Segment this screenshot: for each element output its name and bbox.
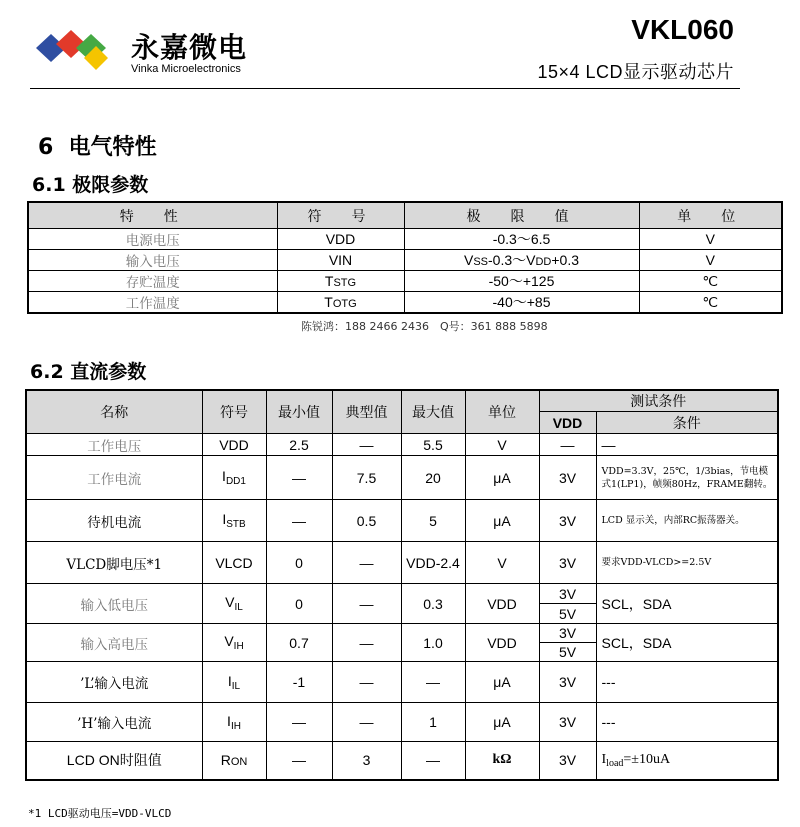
column-header-min: 最小值 — [266, 390, 332, 434]
column-header-vdd: VDD — [539, 412, 596, 434]
param-unit: V — [465, 434, 539, 456]
section-title: 6 电气特性 — [38, 135, 157, 160]
table-row — [28, 229, 782, 250]
brand-name-cn: 永嘉微电 — [131, 31, 248, 64]
param-max: 20 — [401, 456, 465, 500]
column-header-test: 测试条件 — [539, 390, 778, 412]
param-max: — — [401, 742, 465, 780]
param-symbol: $I_{DD1}$ — [202, 456, 266, 500]
param-name: 工作电压 — [26, 434, 202, 456]
column-header-cond: 条件 — [596, 412, 778, 434]
param-name: 输入低电压 — [26, 584, 202, 624]
param-symbol: RON — [202, 742, 266, 780]
param-min: 0 — [266, 584, 332, 624]
absolute-max-table — [27, 201, 783, 314]
param-unit: V — [465, 542, 539, 584]
param-vdd: — — [539, 434, 596, 456]
param-typ: 7.5 — [332, 456, 401, 500]
param-name: 工作温度 — [28, 292, 277, 314]
param-min: — — [266, 742, 332, 780]
param-symbol: $V_{IL}$ — [202, 584, 266, 624]
column-header-symbol: 符号 — [202, 390, 266, 434]
header-divider — [30, 88, 740, 89]
param-value: VSS-0.3～VDD+0.3 — [404, 250, 639, 271]
param-unit: V — [639, 229, 782, 250]
param-min: — — [266, 500, 332, 542]
param-value: -50～+125 — [404, 271, 639, 292]
param-max: 5.5 — [401, 434, 465, 456]
column-header: 符 号 — [277, 202, 404, 229]
param-symbol: TOTG — [277, 292, 404, 314]
vinka-logo-icon — [36, 24, 126, 82]
table-row — [26, 703, 778, 742]
table-header-row — [26, 390, 778, 412]
param-name: 工作电流 — [26, 456, 202, 500]
param-unit: VDD — [465, 624, 539, 662]
column-header: 特 性 — [28, 202, 277, 229]
param-typ: — — [332, 542, 401, 584]
param-condition: — — [596, 434, 778, 456]
param-name: LCD ON时阻值 — [26, 742, 202, 780]
param-symbol: VDD — [202, 434, 266, 456]
param-max: 1 — [401, 703, 465, 742]
param-max: VDD-2.4 — [401, 542, 465, 584]
table-row — [26, 434, 778, 456]
param-min: 0.7 — [266, 624, 332, 662]
column-header-typ: 典型值 — [332, 390, 401, 434]
param-typ: 0.5 — [332, 500, 401, 542]
param-symbol: VIN — [277, 250, 404, 271]
model-number: VKL060 — [631, 14, 734, 45]
param-min: — — [266, 456, 332, 500]
param-unit: kΩ — [465, 742, 539, 780]
param-symbol: $I_{IH}$ — [202, 703, 266, 742]
param-unit: VDD — [465, 584, 539, 624]
param-vdd: 3V — [539, 624, 596, 643]
contact-info: 陈锐鸿：188 2466 2436 Q号：361 888 5898 — [301, 320, 548, 333]
param-name: 待机电流 — [26, 500, 202, 542]
param-vdd: 3V — [539, 542, 596, 584]
table-row — [26, 500, 778, 542]
table-header-row — [28, 202, 782, 229]
param-min: -1 — [266, 662, 332, 703]
param-vdd: 3V — [539, 456, 596, 500]
param-typ: — — [332, 434, 401, 456]
param-condition: VDD=3.3V，25℃，1/3bias，节电模式1(LP1)，帧频80Hz，FRAME翻转。 — [596, 456, 778, 500]
table-row — [26, 542, 778, 584]
column-header-max: 最大值 — [401, 390, 465, 434]
param-vdd: 3V — [539, 703, 596, 742]
param-typ: — — [332, 584, 401, 624]
param-condition: --- — [596, 703, 778, 742]
param-symbol: TSTG — [277, 271, 404, 292]
param-value: -0.3～6.5 — [404, 229, 639, 250]
table-row — [28, 250, 782, 271]
param-condition: --- — [596, 662, 778, 703]
table-row — [26, 584, 778, 604]
table-row — [26, 662, 778, 703]
param-condition: LCD 显示关，内部RC振荡器关。 — [596, 500, 778, 542]
table-row — [26, 456, 778, 500]
table-row — [28, 292, 782, 314]
column-header-unit: 单位 — [465, 390, 539, 434]
param-symbol: $V_{IH}$ — [202, 624, 266, 662]
param-typ: — — [332, 703, 401, 742]
param-unit: μA — [465, 662, 539, 703]
param-value: -40～+85 — [404, 292, 639, 314]
column-header: 单 位 — [639, 202, 782, 229]
param-vdd: 3V — [539, 742, 596, 780]
param-typ: — — [332, 662, 401, 703]
param-name: ’L’输入电流 — [26, 662, 202, 703]
param-symbol: $I_{STB}$ — [202, 500, 266, 542]
param-symbol: $I_{IL}$ — [202, 662, 266, 703]
footnote: *1 LCD驱动电压=VDD-VLCD — [28, 807, 172, 820]
param-name: ’H’输入电流 — [26, 703, 202, 742]
param-unit: μA — [465, 456, 539, 500]
column-header-name: 名称 — [26, 390, 202, 434]
brand-name-en: Vinka Microelectronics — [131, 63, 241, 75]
param-condition: 要求VDD-VLCD>=2.5V — [596, 542, 778, 584]
param-max: 5 — [401, 500, 465, 542]
dc-parameters-table — [25, 389, 779, 781]
param-vdd: 5V — [539, 643, 596, 662]
param-symbol: VLCD — [202, 542, 266, 584]
param-symbol: VDD — [277, 229, 404, 250]
param-max: — — [401, 662, 465, 703]
param-min: 0 — [266, 542, 332, 584]
param-condition: $I_{load}=\pm 10uA$ — [596, 742, 778, 780]
param-max: 1.0 — [401, 624, 465, 662]
param-max: 0.3 — [401, 584, 465, 624]
subsection-title-dc: 6.2 直流参数 — [30, 361, 147, 383]
table-row — [26, 742, 778, 780]
product-subtitle: 15×4 LCD显示驱动芯片 — [537, 62, 734, 82]
param-name: VLCD脚电压*1 — [26, 542, 202, 584]
param-name: 输入高电压 — [26, 624, 202, 662]
table-row — [26, 624, 778, 643]
param-unit: V — [639, 250, 782, 271]
param-name: 电源电压 — [28, 229, 277, 250]
param-unit: ℃ — [639, 271, 782, 292]
param-unit: μA — [465, 703, 539, 742]
param-vdd: 3V — [539, 500, 596, 542]
column-header: 极 限 值 — [404, 202, 639, 229]
param-unit: ℃ — [639, 292, 782, 314]
param-vdd: 3V — [539, 662, 596, 703]
param-typ: 3 — [332, 742, 401, 780]
param-vdd: 3V — [539, 584, 596, 604]
param-name: 输入电压 — [28, 250, 277, 271]
param-condition: SCL，SDA — [596, 584, 778, 624]
param-min: 2.5 — [266, 434, 332, 456]
subsection-title-limits: 6.1 极限参数 — [32, 174, 149, 196]
param-typ: — — [332, 624, 401, 662]
param-name: 存贮温度 — [28, 271, 277, 292]
param-vdd: 5V — [539, 604, 596, 624]
param-condition: SCL，SDA — [596, 624, 778, 662]
param-min: — — [266, 703, 332, 742]
param-unit: μA — [465, 500, 539, 542]
table-row — [28, 271, 782, 292]
